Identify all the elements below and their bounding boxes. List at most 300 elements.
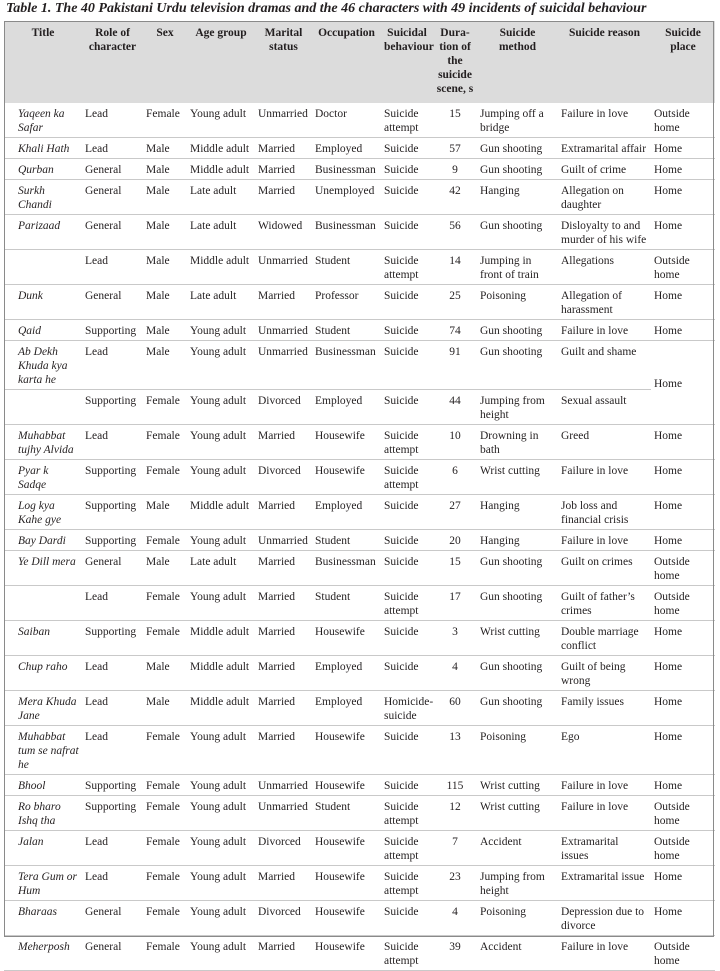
cell-method: Accident <box>480 941 522 953</box>
cell-age: Young adult <box>190 871 247 883</box>
cell-duration: 44 <box>449 395 461 407</box>
cell-role: Supporting <box>85 465 137 477</box>
cell-duration: 15 <box>449 108 461 120</box>
cell-age: Young adult <box>190 465 247 477</box>
cell-place: Home <box>654 465 683 477</box>
cell-title <box>4 250 82 285</box>
cell-sex: Male <box>146 696 170 708</box>
cell-method: Drowning in bath <box>480 430 539 456</box>
cell-marital: Unmarried <box>258 108 308 120</box>
cell-occupation: Employed <box>315 500 363 512</box>
cell-method: Hanging <box>480 500 520 512</box>
cell-behaviour: Suicide attempt <box>384 255 419 281</box>
cell-duration: 25 <box>449 290 461 302</box>
cell-age: Young adult <box>190 801 247 813</box>
cell-method: Jumping in front of train <box>480 255 539 281</box>
cell-role: Supporting <box>85 626 137 638</box>
cell-behaviour: Suicide attempt <box>384 108 419 134</box>
table-row <box>4 495 715 530</box>
header-age-group: Age group <box>187 21 255 103</box>
cell-place: Outside home <box>654 591 690 617</box>
cell-method: Gun shooting <box>480 164 543 176</box>
cell-behaviour: Suicide <box>384 395 419 407</box>
header-sex: Sex <box>143 21 187 103</box>
cell-sex: Female <box>146 780 180 792</box>
cell-age: Late adult <box>190 556 237 568</box>
cell-marital: Divorced <box>258 395 301 407</box>
cell-age: Young adult <box>190 395 247 407</box>
header-suicide-place: Suicide place <box>651 21 715 103</box>
cell-duration: 4 <box>452 661 458 673</box>
cell-title: Log kya Kahe gye <box>18 500 62 526</box>
cell-place: Outside home <box>654 801 690 827</box>
cell-behaviour: Suicide <box>384 500 419 512</box>
cell-place: Home <box>654 377 683 390</box>
cell-age: Young adult <box>190 535 247 547</box>
cell-sex: Male <box>146 661 170 673</box>
cell-duration: 56 <box>449 220 461 232</box>
cell-title: Pyar k Sadqe <box>18 465 49 491</box>
cell-behaviour: Suicide <box>384 906 419 918</box>
cell-sex: Male <box>146 325 170 337</box>
header-suicide-reason: Suicide reason <box>558 21 651 103</box>
cell-title: Saiban <box>18 626 50 638</box>
cell-role: Lead <box>85 836 108 848</box>
table-row <box>4 831 715 866</box>
cell-role: Supporting <box>85 395 137 407</box>
cell-place: Home <box>654 696 683 708</box>
cell-method: Gun shooting <box>480 661 543 673</box>
cell-behaviour: Suicide <box>384 220 419 232</box>
cell-role: General <box>85 164 122 176</box>
cell-role: Lead <box>85 591 108 603</box>
cell-duration: 7 <box>452 836 458 848</box>
cell-title: Parizaad <box>18 220 61 232</box>
cell-method: Hanging <box>480 535 520 547</box>
table-row <box>4 341 715 390</box>
cell-marital: Divorced <box>258 836 301 848</box>
cell-sex: Female <box>146 395 180 407</box>
header-marital-status: Marital status <box>255 21 312 103</box>
cell-title: Qaid <box>18 325 41 337</box>
cell-marital: Unmarried <box>258 346 308 358</box>
cell-occupation: Housewife <box>315 836 365 848</box>
cell-duration: 57 <box>449 143 461 155</box>
cell-sex: Male <box>146 500 170 512</box>
cell-behaviour: Suicide attempt <box>384 941 419 967</box>
cell-age: Middle adult <box>190 696 250 708</box>
cell-title: Bhool <box>18 780 46 792</box>
cell-title: Khali Hath <box>18 143 70 155</box>
cell-duration: 115 <box>446 780 464 792</box>
cell-place: Home <box>654 185 683 197</box>
cell-occupation: Housewife <box>315 871 365 883</box>
cell-duration: 9 <box>452 164 458 176</box>
table-row <box>4 530 715 551</box>
cell-behaviour: Suicide <box>384 661 419 673</box>
cell-marital: Married <box>258 661 296 673</box>
cell-reason: Depression due to divorce <box>561 906 645 932</box>
cell-reason: Extramarital issues <box>561 836 619 862</box>
cell-marital: Married <box>258 556 296 568</box>
cell-method: Gun shooting <box>480 696 543 708</box>
cell-title: Chup raho <box>18 661 68 673</box>
cell-title: Ye Dill mera <box>18 556 76 568</box>
cell-role: Supporting <box>85 535 137 547</box>
cell-title <box>4 586 82 621</box>
cell-behaviour: Suicide attempt <box>384 871 419 897</box>
cell-age: Middle adult <box>190 143 250 155</box>
cell-behaviour: Suicide <box>384 556 419 568</box>
cell-age: Middle adult <box>190 626 250 638</box>
cell-age: Young adult <box>190 836 247 848</box>
cell-sex: Female <box>146 108 180 120</box>
cell-method: Wrist cutting <box>480 626 540 638</box>
table-row <box>4 901 715 936</box>
cell-place: Home <box>654 290 683 302</box>
cell-reason: Guilt on crimes <box>561 556 633 568</box>
cell-occupation: Employed <box>315 395 363 407</box>
table-row <box>4 215 715 250</box>
cell-sex: Female <box>146 626 180 638</box>
header-suicide-method: Suicide method <box>477 21 558 103</box>
cell-role: Supporting <box>85 801 137 813</box>
cell-duration: 23 <box>449 871 461 883</box>
cell-sex: Male <box>146 220 170 232</box>
cell-occupation: Doctor <box>315 108 347 120</box>
cell-behaviour: Suicide <box>384 325 419 337</box>
cell-behaviour: Suicide <box>384 731 419 743</box>
cell-place: Home <box>654 143 683 155</box>
cell-age: Late adult <box>190 220 237 232</box>
cell-reason: Failure in love <box>561 801 629 813</box>
cell-marital: Divorced <box>258 465 301 477</box>
cell-duration: 60 <box>449 696 461 708</box>
cell-sex: Male <box>146 185 170 197</box>
cell-reason: Guilt of father’s crimes <box>561 591 635 617</box>
cell-method: Jumping from height <box>480 395 545 421</box>
cell-age: Late adult <box>190 185 237 197</box>
cell-duration: 10 <box>449 430 461 442</box>
cell-place: Outside home <box>654 941 690 967</box>
cell-reason: Failure in love <box>561 535 629 547</box>
cell-age: Middle adult <box>190 661 250 673</box>
cell-reason: Job loss and financial crisis <box>561 500 629 526</box>
cell-reason: Double marriage conflict <box>561 626 639 652</box>
cell-reason: Failure in love <box>561 108 629 120</box>
cell-reason: Failure in love <box>561 325 629 337</box>
cell-marital: Married <box>258 871 296 883</box>
table-caption: Table 1. The 40 Pakistani Urdu television dramas and the 46 characters with 49 incidents of suicidal behaviour <box>6 1 647 16</box>
cell-behaviour: Suicide <box>384 346 419 358</box>
cell-behaviour: Suicide <box>384 143 419 155</box>
table-row <box>4 180 715 215</box>
cell-marital: Unmarried <box>258 535 308 547</box>
cell-reason: Disloyalty to and murder of his wife <box>561 220 647 246</box>
cell-method: Accident <box>480 836 522 848</box>
cell-marital: Married <box>258 731 296 743</box>
cell-sex: Female <box>146 906 180 918</box>
cell-marital: Married <box>258 696 296 708</box>
header-suicidal-behaviour: Suicidal behaviour <box>381 21 433 103</box>
cell-title <box>4 390 82 425</box>
cell-age: Young adult <box>190 591 247 603</box>
cell-behaviour: Suicide <box>384 780 419 792</box>
cell-behaviour: Suicide attempt <box>384 836 419 862</box>
cell-reason: Guilt of being wrong <box>561 661 626 687</box>
cell-sex: Female <box>146 801 180 813</box>
cell-sex: Female <box>146 871 180 883</box>
cell-marital: Divorced <box>258 906 301 918</box>
cell-occupation: Professor <box>315 290 359 302</box>
cell-place: Outside home <box>654 255 690 281</box>
table-row <box>4 138 715 159</box>
cell-title: Meherposh <box>18 941 70 953</box>
cell-role: General <box>85 290 122 302</box>
cell-reason: Failure in love <box>561 780 629 792</box>
cell-occupation: Housewife <box>315 430 365 442</box>
table-row <box>4 621 715 656</box>
table-row <box>4 726 715 775</box>
cell-method: Wrist cutting <box>480 801 540 813</box>
cell-duration: 12 <box>449 801 461 813</box>
cell-duration: 13 <box>449 731 461 743</box>
cell-place: Home <box>654 430 683 442</box>
cell-duration: 91 <box>449 346 461 358</box>
cell-title: Dunk <box>18 290 43 302</box>
cell-marital: Married <box>258 941 296 953</box>
cell-place: Home <box>654 871 683 883</box>
cell-occupation: Student <box>315 535 351 547</box>
cell-marital: Married <box>258 185 296 197</box>
cell-title: Yaqeen ka Safar <box>18 108 65 134</box>
cell-role: General <box>85 185 122 197</box>
cell-sex: Male <box>146 556 170 568</box>
cell-reason: Allegation of harassment <box>561 290 622 316</box>
cell-occupation: Housewife <box>315 941 365 953</box>
cell-marital: Unmarried <box>258 780 308 792</box>
cell-place: Outside home <box>654 836 690 862</box>
cell-occupation: Businessman <box>315 346 376 358</box>
cell-title: Qurban <box>18 164 54 176</box>
cell-role: General <box>85 906 122 918</box>
header-row <box>4 21 715 103</box>
cell-occupation: Housewife <box>315 465 365 477</box>
cell-duration: 27 <box>449 500 461 512</box>
cell-place: Home <box>654 626 683 638</box>
cell-place: Home <box>654 220 683 232</box>
cell-title: Ro bharo Ishq tha <box>18 801 61 827</box>
table-row <box>4 586 715 621</box>
cell-occupation: Employed <box>315 143 363 155</box>
cell-occupation: Housewife <box>315 731 365 743</box>
cell-role: Lead <box>85 871 108 883</box>
cell-behaviour: Suicide <box>384 290 419 302</box>
cell-role: Supporting <box>85 500 137 512</box>
table-row <box>4 250 715 285</box>
cell-reason: Allegation on daughter <box>561 185 624 211</box>
cell-marital: Married <box>258 626 296 638</box>
cell-method: Wrist cutting <box>480 780 540 792</box>
cell-behaviour: Suicide attempt <box>384 591 419 617</box>
cell-age: Young adult <box>190 108 247 120</box>
cell-occupation: Employed <box>315 661 363 673</box>
cell-role: Supporting <box>85 325 137 337</box>
cell-title: Muhabbat tum se nafrat he <box>18 731 79 771</box>
cell-behaviour: Homicide-suicide <box>384 696 434 722</box>
cell-title: Jalan <box>18 836 44 848</box>
cell-sex: Female <box>146 591 180 603</box>
cell-occupation: Businessman <box>315 164 376 176</box>
cell-method: Jumping off a bridge <box>480 108 544 134</box>
cell-behaviour: Suicide <box>384 185 419 197</box>
cell-age: Young adult <box>190 346 247 358</box>
cell-role: Supporting <box>85 780 137 792</box>
cell-age: Young adult <box>190 906 247 918</box>
cell-method: Gun shooting <box>480 591 543 603</box>
cell-reason: Failure in love <box>561 941 629 953</box>
header-title: Title <box>4 21 82 103</box>
cell-sex: Female <box>146 731 180 743</box>
cell-occupation: Student <box>315 325 351 337</box>
cell-title: Surkh Chandi <box>18 185 52 211</box>
cell-behaviour: Suicide attempt <box>384 465 419 491</box>
cell-place: Home <box>654 325 683 337</box>
cell-role: Lead <box>85 255 108 267</box>
cell-behaviour: Suicide attempt <box>384 801 419 827</box>
cell-reason: Sexual assault <box>561 395 627 407</box>
cell-role: Lead <box>85 661 108 673</box>
cell-role: Lead <box>85 346 108 358</box>
cell-duration: 39 <box>449 941 461 953</box>
cell-sex: Female <box>146 836 180 848</box>
cell-marital: Married <box>258 500 296 512</box>
cell-title: Ab Dekh Khuda kya karta he <box>18 346 68 386</box>
table-row <box>4 103 715 138</box>
cell-reason: Guilt and shame <box>561 346 637 358</box>
cell-method: Gun shooting <box>480 556 543 568</box>
cell-marital: Married <box>258 143 296 155</box>
cell-place: Home <box>654 500 683 512</box>
cell-sex: Male <box>146 255 170 267</box>
cell-role: Lead <box>85 696 108 708</box>
table-body <box>4 103 715 971</box>
cell-duration: 4 <box>452 906 458 918</box>
header-role: Role of character <box>82 21 143 103</box>
table-row <box>4 425 715 460</box>
table-row <box>4 285 715 320</box>
cell-sex: Male <box>146 290 170 302</box>
cell-place: Home <box>654 906 683 918</box>
cell-reason: Family issues <box>561 696 624 708</box>
cell-age: Middle adult <box>190 255 250 267</box>
cell-role: General <box>85 220 122 232</box>
table-row <box>4 691 715 726</box>
cell-marital: Married <box>258 164 296 176</box>
table-row <box>4 936 715 971</box>
cell-occupation: Businessman <box>315 220 376 232</box>
cell-occupation: Employed <box>315 696 363 708</box>
cell-reason: Greed <box>561 430 590 442</box>
cell-occupation: Housewife <box>315 906 365 918</box>
cell-place: Home <box>654 661 683 673</box>
cell-marital: Widowed <box>258 220 303 232</box>
table-row <box>4 551 715 586</box>
cell-place: Home <box>654 780 683 792</box>
table-row <box>4 460 715 495</box>
cell-place: Home <box>654 731 683 743</box>
cell-behaviour: Suicide attempt <box>384 430 419 456</box>
cell-age: Late adult <box>190 290 237 302</box>
cell-duration: 15 <box>449 556 461 568</box>
cell-reason: Allegations <box>561 255 615 267</box>
cell-sex: Female <box>146 941 180 953</box>
cell-duration: 20 <box>449 535 461 547</box>
table-row <box>4 866 715 901</box>
cell-title: Muhabbat tujhy Alvida <box>18 430 74 456</box>
cell-role: Lead <box>85 143 108 155</box>
cell-duration: 17 <box>449 591 461 603</box>
cell-duration: 42 <box>449 185 461 197</box>
cell-place: Outside home <box>654 556 690 582</box>
cell-sex: Male <box>146 346 170 358</box>
cell-age: Young adult <box>190 941 247 953</box>
cell-role: General <box>85 941 122 953</box>
cell-role: Lead <box>85 430 108 442</box>
cell-age: Middle adult <box>190 164 250 176</box>
cell-behaviour: Suicide <box>384 535 419 547</box>
cell-reason: Ego <box>561 731 580 743</box>
cell-method: Poisoning <box>480 906 527 918</box>
dramas-table <box>4 21 715 971</box>
cell-role: Lead <box>85 731 108 743</box>
cell-age: Young adult <box>190 780 247 792</box>
cell-sex: Female <box>146 535 180 547</box>
cell-occupation: Student <box>315 591 351 603</box>
cell-method: Hanging <box>480 185 520 197</box>
table-row <box>4 796 715 831</box>
cell-duration: 6 <box>452 465 458 477</box>
cell-role: General <box>85 556 122 568</box>
cell-method: Jumping from height <box>480 871 545 897</box>
cell-reason: Guilt of crime <box>561 164 627 176</box>
cell-age: Young adult <box>190 430 247 442</box>
cell-sex: Female <box>146 465 180 477</box>
cell-marital: Married <box>258 430 296 442</box>
cell-title: Bharaas <box>18 906 57 918</box>
cell-method: Gun shooting <box>480 220 543 232</box>
cell-marital: Married <box>258 591 296 603</box>
cell-occupation: Student <box>315 255 351 267</box>
cell-marital: Married <box>258 290 296 302</box>
cell-role: Lead <box>85 108 108 120</box>
cell-sex: Male <box>146 164 170 176</box>
cell-marital: Unmarried <box>258 801 308 813</box>
cell-method: Poisoning <box>480 731 527 743</box>
cell-duration: 74 <box>449 325 461 337</box>
table-row <box>4 656 715 691</box>
cell-marital: Unmarried <box>258 255 308 267</box>
cell-behaviour: Suicide <box>384 626 419 638</box>
cell-sex: Male <box>146 143 170 155</box>
cell-duration: 14 <box>449 255 461 267</box>
header-occupation: Occupation <box>312 21 381 103</box>
header-duration: Dura-tion of the suicide scene, s <box>433 21 477 103</box>
cell-place: Home <box>654 535 683 547</box>
cell-reason: Extramarital issue <box>561 871 645 883</box>
cell-occupation: Businessman <box>315 556 376 568</box>
cell-behaviour: Suicide <box>384 164 419 176</box>
